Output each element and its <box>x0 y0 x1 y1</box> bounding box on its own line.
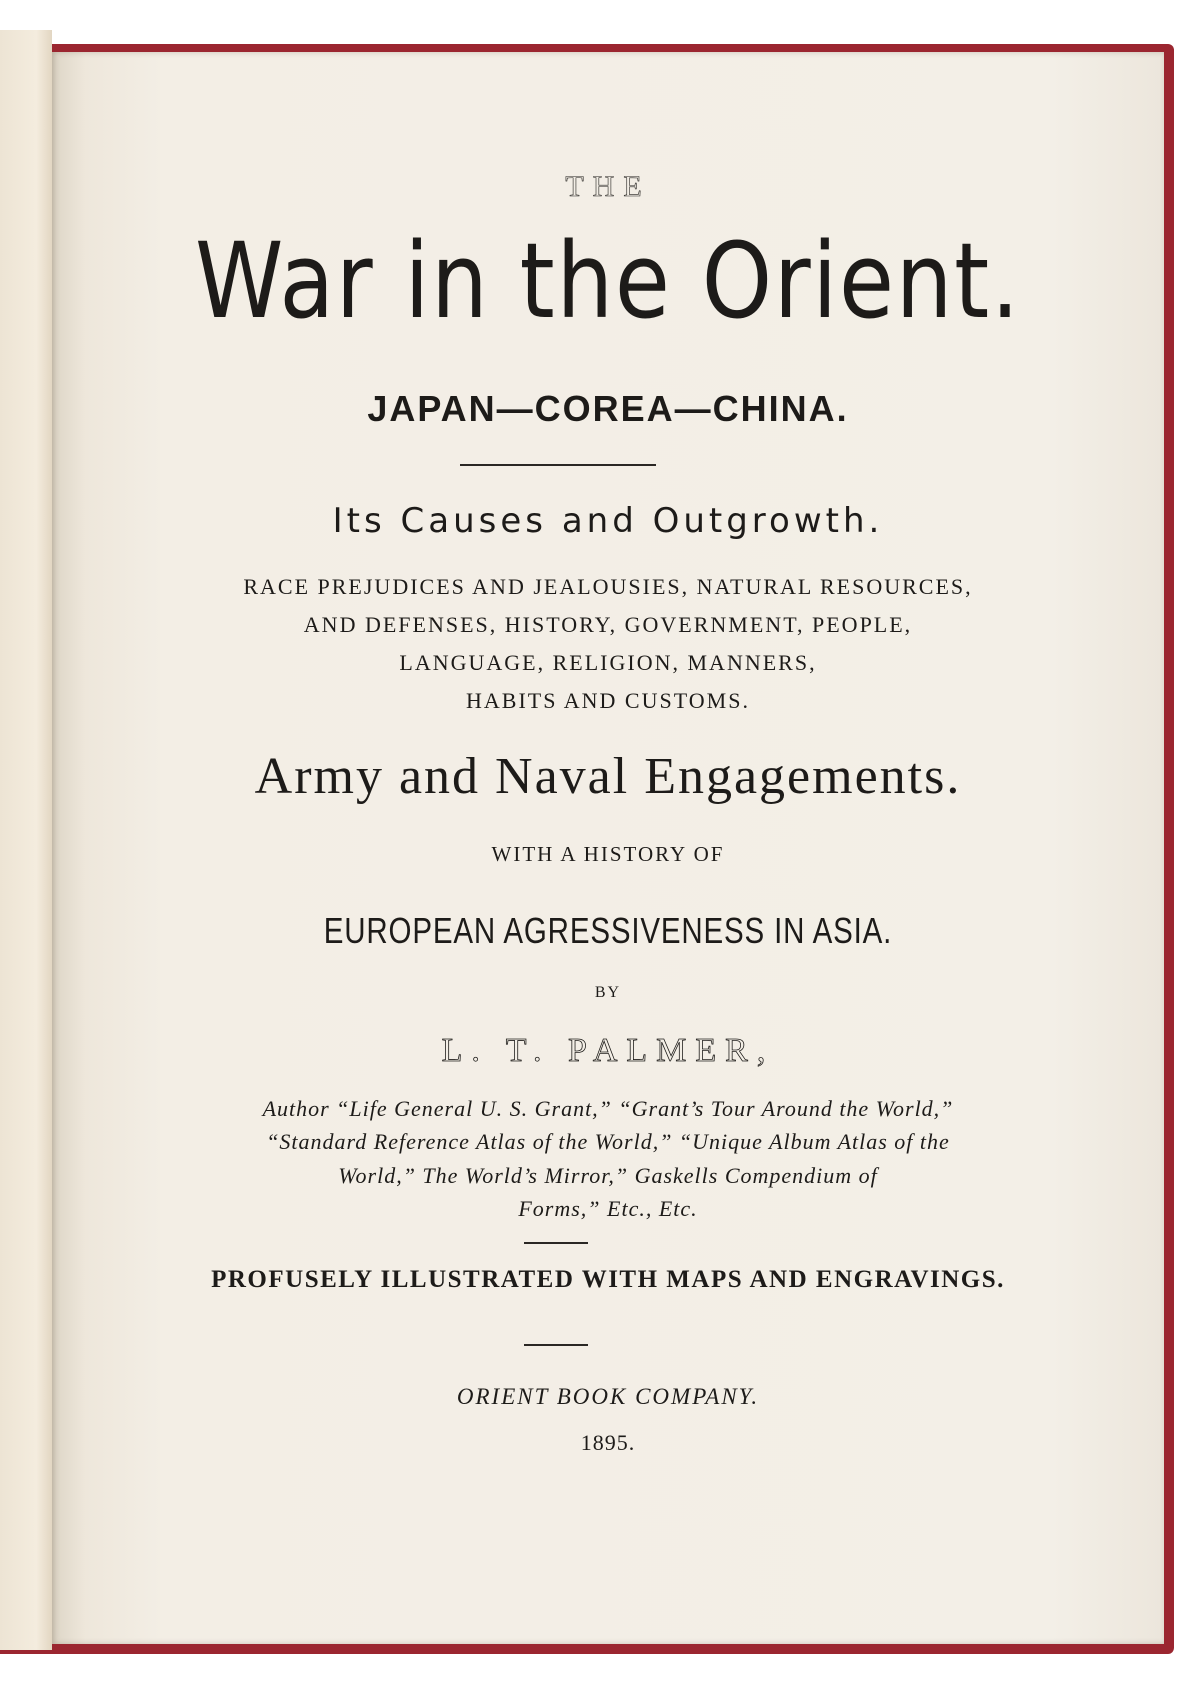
topics-line: LANGUAGE, RELIGION, MANNERS, <box>399 650 817 675</box>
illustrated-line: PROFUSELY ILLUSTRATED WITH MAPS AND ENGRAVINGS. <box>211 1266 1005 1293</box>
army-heading: Army and Naval Engagements. <box>254 748 962 805</box>
causes-heading: Its Causes and Outgrowth. <box>332 501 884 541</box>
author-credits-line: World,” The World’s Mirror,” Gaskells Compendium of <box>338 1163 878 1188</box>
author-name: L. T. PALMER, <box>441 1032 775 1069</box>
title-page <box>52 52 1164 1644</box>
facing-page-edge <box>0 30 52 1650</box>
by-line: BY <box>594 984 622 1001</box>
publisher: ORIENT BOOK COMPANY. <box>456 1384 760 1409</box>
divider-rule <box>524 1344 588 1346</box>
title-article: THE <box>565 170 651 203</box>
topics-line: RACE PREJUDICES AND JEALOUSIES, NATURAL RESOURCES, <box>243 574 973 599</box>
european-heading: EUROPEAN AGRESSIVENESS IN ASIA. <box>323 910 893 951</box>
book-subtitle: JAPAN—COREA—CHINA. <box>367 388 849 429</box>
divider-rule <box>460 464 656 466</box>
topics-line: HABITS AND CUSTOMS. <box>466 688 750 713</box>
author-credits-line: Forms,” Etc., Etc. <box>518 1196 698 1221</box>
title-page-content <box>52 52 1164 1644</box>
topics-line: AND DEFENSES, HISTORY, GOVERNMENT, PEOPLE, <box>303 612 913 637</box>
author-credits-line: Author “Life General U. S. Grant,” “Grant’s Tour Around the World,” <box>262 1096 954 1121</box>
divider-rule <box>524 1242 588 1244</box>
book-title: War in the Orient. <box>194 220 1022 342</box>
author-credits-line: “Standard Reference Atlas of the World,” “Unique Album Atlas of the <box>266 1129 950 1154</box>
publication-year: 1895. <box>580 1430 636 1455</box>
with-history-line: WITH A HISTORY OF <box>491 842 725 866</box>
